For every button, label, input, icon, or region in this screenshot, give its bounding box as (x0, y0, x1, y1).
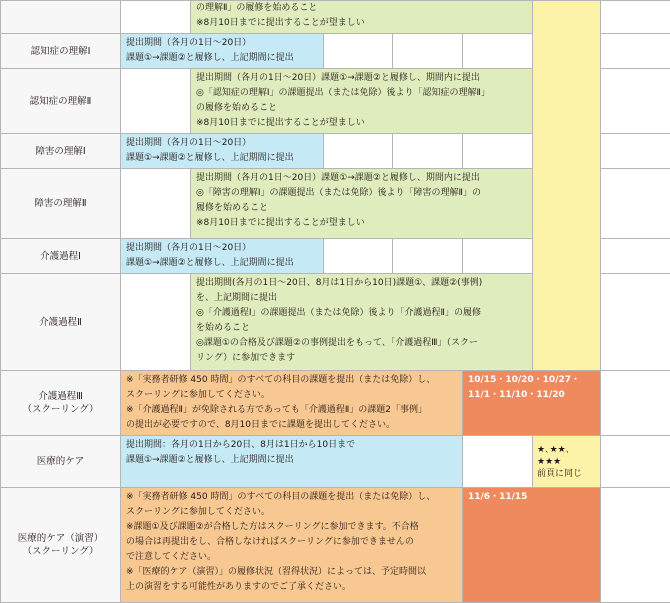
subject-label: 障害の理解Ⅰ (1, 134, 121, 169)
schooling-dates: 11/6・11/15 (463, 488, 601, 603)
instruction-cell: 提出期間（各月の1日～20日）課題①→課題②と履修し、期間内に提出 ◎「障害の理解Ⅰ」の課題提出（または免除）後より「障害の理解Ⅱ」の 履修を始めること ※8月10日までに提出することが望ましい (191, 169, 533, 239)
schooling-dates: 10/15・10/20・10/27・ 11/1・11/10・11/20 (463, 371, 601, 436)
period-cell: 提出期間（各月の1日～20日） 課題①→課題②と履修し、上記期間に提出 (121, 239, 324, 274)
subject-label: 医療的ケア（演習） （スクーリング） (1, 488, 121, 603)
same-as-previous-note: ★､★★､ ★★★ 前頁に同じ (533, 436, 601, 488)
table-row (1, 371, 670, 436)
period-cell: 提出期間：各月の1日から20日、8月は1日から10日まで 課題①→課題②と履修し、上記期間に提出 (121, 436, 463, 488)
instruction-cell: 提出期間(各月の1日～20日、8月は1日から10日)課題①、課題②(事例) を、上記期間に提出 ◎「介護過程Ⅰ」の課題提出（または免除）後より「介護過程Ⅱ」の履修 を始めること ◎課題①の合格及び課題②の事例提出をもって、「介護過程Ⅲ」（スクー リング）に参加できます (191, 274, 533, 371)
instruction-cell: 提出期間（各月の1日～20日）課題①→課題②と履修し、期間内に提出 ◎「認知症の理解Ⅰ」の課題提出（または免除）後より「認知症の理解Ⅱ」 の履修を始めること ※8月10日までに提出することが望ましい (191, 69, 533, 134)
period-cell: 提出期間（各月の1日～20日） 課題①→課題②と履修し、上記期間に提出 (121, 34, 324, 69)
subject-label: 介護過程Ⅱ (1, 274, 121, 371)
subject-label: 介護過程Ⅰ (1, 239, 121, 274)
table-row (1, 1, 670, 34)
subject-label: 障害の理解Ⅱ (1, 169, 121, 239)
subject-label (1, 1, 121, 34)
subject-label: 認知症の理解Ⅰ (1, 34, 121, 69)
highlight-column (533, 1, 601, 371)
subject-label: 認知症の理解Ⅱ (1, 69, 121, 134)
instruction-cell: の理解Ⅱ」の履修を始めること ※8月10日までに提出することが望ましい (191, 1, 533, 34)
table-row (1, 488, 670, 603)
subject-label: 医療的ケア (1, 436, 121, 488)
table-row (1, 436, 670, 488)
schooling-note-cell: ※「実務者研修 450 時間」のすべての科目の課題を提出（または免除）し、 スクーリングに参加してください。 ※課題①及び課題②が合格した方はスクーリングに参加できます。不合格 の場合は再提出をし、合格しなければスクーリングに参加できませんの で注意してください。 ※「医療的ケア（演習）」の履修状況（習得状況）によっては、予定時間以 上の演習をする可能性がありますのでご了承ください。 (121, 488, 463, 603)
subject-label: 介護過程Ⅲ （スクーリング） (1, 371, 121, 436)
period-cell: 提出期間（各月の1日～20日） 課題①→課題②と履修し、上記期間に提出 (121, 134, 324, 169)
schooling-note-cell: ※「実務者研修 450 時間」のすべての科目の課題を提出（または免除）し、 スクーリングに参加してください。 ※「介護過程Ⅱ」が免除される方であっても「介護過程Ⅱ」の課題2「事例」 の提出が必要ですので、8月10日までに課題を提出してください。 (121, 371, 463, 436)
